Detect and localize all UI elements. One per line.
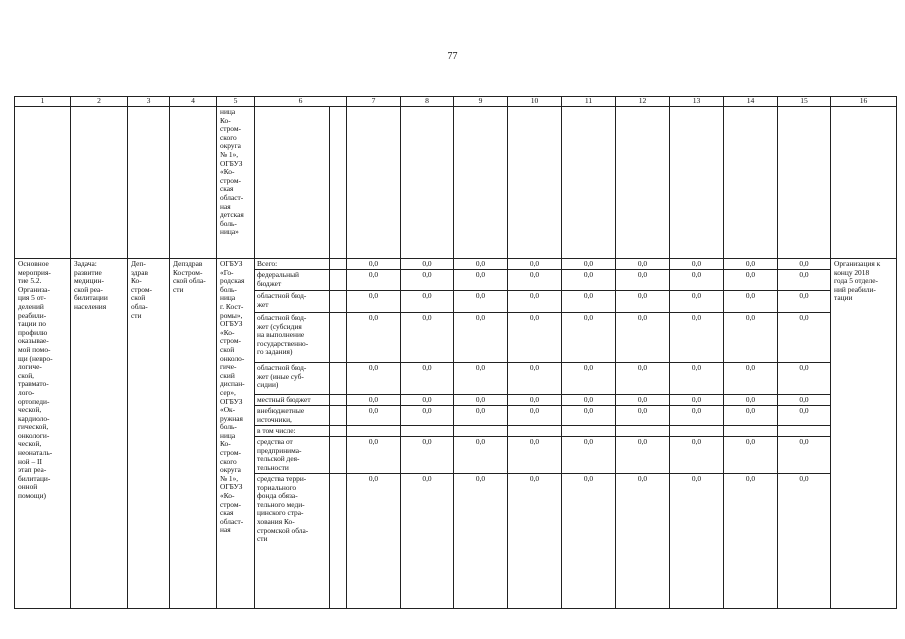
cell-text-line: тие 5.2. [18, 276, 42, 286]
cell-text-line: концу 2018 [834, 267, 870, 277]
cell-text-line: тации по [18, 319, 46, 329]
funding-value-cell: 0,0 [454, 474, 508, 609]
cell-text-line: года 5 отделе- [834, 276, 878, 286]
continued-executor-cell [217, 107, 255, 259]
funding-source-cell [255, 395, 330, 406]
funding-value-cell: 0,0 [616, 474, 670, 609]
continued-empty-cell [670, 107, 724, 259]
cell-text-line: Ко- [131, 276, 142, 286]
cell-text-line: сер», [220, 387, 236, 397]
cell-text-line: ция 5 от- [18, 293, 46, 303]
funding-value-cell: 0,0 [724, 437, 778, 474]
cell-text-line: тельности [257, 462, 289, 472]
funding-source-cell [255, 291, 330, 313]
funding-value-cell: 0,0 [778, 437, 831, 474]
funding-value-cell: 0,0 [508, 259, 562, 270]
funding-value-cell: 0,0 [454, 363, 508, 395]
funding-value-cell: 0,0 [724, 291, 778, 313]
responsible-executor-cell [128, 259, 170, 609]
continued-empty-cell [128, 107, 170, 259]
spacer-cell [330, 363, 347, 395]
cell-text-line: стром- [220, 336, 241, 346]
funding-value-cell: 0,0 [724, 363, 778, 395]
funding-value-cell: 0,0 [616, 437, 670, 474]
column-number-14: 14 [724, 97, 778, 107]
cell-text-line: ная [220, 201, 231, 211]
funding-value-cell: 0,0 [401, 437, 454, 474]
continued-empty-cell [401, 107, 454, 259]
cell-text-line: сти [173, 284, 184, 294]
cell-text-line: ромы», [220, 310, 243, 320]
cell-text-line: гической, [18, 422, 49, 432]
cell-text-line: Депздрав [173, 259, 203, 268]
cell-text-line: делений [18, 301, 44, 311]
funding-value-cell: 0,0 [778, 291, 831, 313]
funding-value-cell: 0,0 [670, 406, 724, 426]
funding-value-cell: 0,0 [401, 363, 454, 395]
cell-text-line: онкологи- [18, 430, 50, 440]
cell-text-line: бюджет [257, 278, 282, 288]
cell-text-line: областной бюд- [257, 363, 307, 372]
funding-value-cell: 0,0 [508, 395, 562, 406]
spacer-cell [330, 313, 347, 363]
cell-text-line: лого- [18, 387, 35, 397]
funding-value-cell: 0,0 [670, 291, 724, 313]
funding-value-cell: 0,0 [670, 313, 724, 363]
cell-text-line: оказывае- [18, 336, 49, 346]
cell-text-line: ная [220, 525, 231, 535]
cell-text-line: ница [220, 107, 236, 116]
cell-text-line: го задания) [257, 347, 293, 357]
cell-text-line: билитации [74, 293, 108, 303]
funding-value-cell: 0,0 [616, 363, 670, 395]
funding-value-cell: 0,0 [508, 437, 562, 474]
cell-text-line: ской [131, 293, 146, 303]
funding-value-cell [401, 426, 454, 437]
cell-text-line: неонаталь- [18, 448, 53, 458]
funding-value-cell: 0,0 [401, 313, 454, 363]
cell-text-line: сти [131, 310, 142, 320]
cell-text-line: тельного меди- [257, 499, 305, 509]
cell-text-line: област- [220, 192, 244, 202]
cell-text-line: округа [220, 141, 241, 151]
funding-value-cell: 0,0 [347, 259, 401, 270]
cell-text-line: ной – II [18, 456, 42, 466]
cell-text-line: медицин- [74, 276, 104, 286]
cell-text-line: предпринима- [257, 445, 302, 455]
cell-text-line: Организа- [18, 284, 50, 294]
funding-value-cell: 0,0 [778, 259, 831, 270]
continued-empty-cell [15, 107, 71, 259]
funding-value-cell: 0,0 [347, 474, 401, 609]
funding-value-cell [778, 426, 831, 437]
cell-text-line: средства от [257, 437, 293, 446]
cell-text-line: «Ко- [220, 167, 235, 177]
cell-text-line: област- [220, 516, 244, 526]
program-activities-table [14, 96, 897, 609]
continued-empty-cell [454, 107, 508, 259]
cell-text-line: ОГБУЗ [220, 396, 243, 406]
cell-text-line: № 1», [220, 473, 239, 483]
coexecutor-cell [170, 259, 217, 609]
funding-source-cell [255, 474, 330, 609]
cell-text-line: детская [220, 210, 244, 220]
cell-text-line: мероприя- [18, 267, 51, 277]
spacer-cell [330, 437, 347, 474]
funding-value-cell: 0,0 [347, 395, 401, 406]
cell-text-line: источники, [257, 414, 292, 424]
cell-text-line: Ко- [220, 115, 231, 125]
cell-text-line: Основное [18, 259, 49, 268]
cell-text-line: жет (субсидия [257, 321, 302, 331]
cell-text-line: боль- [220, 422, 237, 432]
cell-text-line: фонда обяза- [257, 491, 298, 501]
cell-text-line: ОГБУЗ [220, 158, 243, 168]
cell-text-line: сти [257, 534, 268, 544]
cell-text-line: областной бюд- [257, 313, 307, 322]
cell-text-line: стром- [220, 175, 241, 185]
cell-text-line: ОГБУЗ [220, 319, 243, 329]
funding-source-cell [255, 259, 330, 270]
funding-value-cell: 0,0 [508, 291, 562, 313]
cell-text-line: хования Ко- [257, 516, 295, 526]
continued-empty-cell [831, 107, 897, 259]
funding-value-cell: 0,0 [401, 406, 454, 426]
column-number-10: 10 [508, 97, 562, 107]
funding-value-cell: 0,0 [778, 363, 831, 395]
column-number-3: 3 [128, 97, 170, 107]
cell-text-line: ториального [257, 482, 297, 492]
cell-text-line: в том числе: [257, 426, 296, 435]
cell-text-line: родская [220, 276, 245, 286]
cell-text-line: ского [220, 132, 237, 142]
cell-text-line: тации [834, 293, 853, 303]
funding-source-cell [255, 363, 330, 395]
continued-empty-cell [255, 107, 330, 259]
funding-value-cell: 0,0 [454, 291, 508, 313]
funding-value-cell: 0,0 [401, 291, 454, 313]
funding-value-cell: 0,0 [724, 270, 778, 291]
cell-text-line: ская [220, 508, 234, 518]
cell-text-line: боль- [220, 218, 237, 228]
spacer-cell [330, 270, 347, 291]
funding-value-cell [347, 426, 401, 437]
cell-text-line: г. Кост- [220, 301, 244, 311]
cell-text-line: стромской обла- [257, 525, 309, 535]
cell-text-line: ОГБУЗ [220, 259, 243, 268]
continued-empty-cell [562, 107, 616, 259]
cell-text-line: диспан- [220, 379, 245, 389]
cell-text-line: «Ко- [220, 491, 235, 501]
funding-value-cell: 0,0 [454, 313, 508, 363]
cell-text-line: обла- [131, 301, 148, 311]
cell-text-line: ница [220, 430, 236, 440]
funding-value-cell: 0,0 [670, 395, 724, 406]
funding-source-cell [255, 270, 330, 291]
cell-text-line: стром- [220, 124, 241, 134]
funding-value-cell [724, 426, 778, 437]
funding-value-cell: 0,0 [670, 437, 724, 474]
cell-text-line: этап реа- [18, 465, 47, 475]
cell-text-line: Всего: [257, 259, 278, 268]
funding-value-cell: 0,0 [778, 474, 831, 609]
cell-text-line: мой помо- [18, 344, 51, 354]
cell-text-line: федеральный [257, 270, 299, 279]
funding-value-cell: 0,0 [616, 395, 670, 406]
funding-value-cell [562, 426, 616, 437]
cell-text-line: гиче- [220, 362, 237, 372]
cell-text-line: цинского стра- [257, 508, 304, 518]
funding-value-cell: 0,0 [508, 313, 562, 363]
cell-text-line: на выполнение [257, 330, 305, 340]
cell-text-line: ружная [220, 413, 243, 423]
cell-text-line: Организация к [834, 259, 881, 268]
cell-text-line: кардиоло- [18, 413, 50, 423]
funding-value-cell: 0,0 [562, 313, 616, 363]
cell-text-line: местный бюджет [257, 395, 311, 404]
column-number-16: 16 [831, 97, 897, 107]
continued-empty-cell [170, 107, 217, 259]
funding-value-cell: 0,0 [508, 474, 562, 609]
cell-text-line: ческой, [18, 405, 42, 415]
funding-value-cell: 0,0 [454, 395, 508, 406]
cell-text-line: ний реабили- [834, 284, 876, 294]
funding-value-cell: 0,0 [562, 291, 616, 313]
funding-value-cell [670, 426, 724, 437]
funding-value-cell: 0,0 [562, 395, 616, 406]
cell-text-line: жет [257, 299, 269, 309]
funding-value-cell: 0,0 [724, 395, 778, 406]
funding-value-cell: 0,0 [508, 406, 562, 426]
cell-text-line: сидии) [257, 380, 279, 390]
funding-value-cell: 0,0 [347, 270, 401, 291]
spacer-cell [330, 474, 347, 609]
funding-value-cell: 0,0 [401, 270, 454, 291]
cell-text-line: билитаци- [18, 473, 51, 483]
cell-text-line: населения [74, 301, 107, 311]
funding-value-cell: 0,0 [347, 313, 401, 363]
cell-text-line: ской, [18, 370, 34, 380]
funding-value-cell: 0,0 [724, 259, 778, 270]
cell-text-line: ница [220, 293, 236, 303]
cell-text-line: щи (невро- [18, 353, 53, 363]
cell-text-line: № 1», [220, 149, 239, 159]
column-number-5: 5 [217, 97, 255, 107]
cell-text-line: Задача: [74, 259, 97, 268]
cell-text-line: логиче- [18, 362, 42, 372]
cell-text-line: стром- [131, 284, 152, 294]
continued-empty-cell [508, 107, 562, 259]
funding-value-cell: 0,0 [778, 313, 831, 363]
funding-value-cell [454, 426, 508, 437]
cell-text-line: ОГБУЗ [220, 482, 243, 492]
continued-empty-cell [347, 107, 401, 259]
continued-empty-cell [724, 107, 778, 259]
spacer-cell [330, 291, 347, 313]
cell-text-line: профилю [18, 327, 48, 337]
column-number-13: 13 [670, 97, 724, 107]
cell-text-line: внебюджетные [257, 406, 305, 415]
cell-text-line: ской реа- [74, 284, 103, 294]
continued-empty-cell [616, 107, 670, 259]
column-number-7: 7 [347, 97, 401, 107]
cell-text-line: ница» [220, 227, 239, 237]
column-number-4: 4 [170, 97, 217, 107]
funding-value-cell: 0,0 [562, 363, 616, 395]
funding-value-cell: 0,0 [724, 313, 778, 363]
spacer-cell [330, 426, 347, 437]
cell-text-line: «Ок- [220, 405, 236, 415]
cell-text-line: онколо- [220, 353, 245, 363]
funding-value-cell: 0,0 [670, 259, 724, 270]
cell-text-line: тельской дея- [257, 454, 300, 464]
cell-text-line: «Го- [220, 267, 234, 277]
funding-value-cell: 0,0 [401, 395, 454, 406]
cell-text-line: Ко- [220, 439, 231, 449]
cell-text-line: развитие [74, 267, 102, 277]
funding-value-cell: 0,0 [454, 270, 508, 291]
funding-source-cell [255, 313, 330, 363]
participants-cell [217, 259, 255, 609]
cell-text-line: ской обла- [173, 276, 206, 286]
cell-text-line: ческой, [18, 439, 42, 449]
cell-text-line: ский [220, 370, 235, 380]
page-number: 77 [447, 51, 458, 62]
funding-value-cell: 0,0 [454, 406, 508, 426]
cell-text-line: государственно- [257, 338, 309, 348]
cell-text-line: помощи) [18, 491, 46, 501]
continued-empty-cell [71, 107, 128, 259]
funding-value-cell: 0,0 [670, 270, 724, 291]
column-number-1: 1 [15, 97, 71, 107]
task-cell [71, 259, 128, 609]
funding-value-cell [508, 426, 562, 437]
continued-empty-cell [330, 107, 347, 259]
funding-value-cell: 0,0 [401, 474, 454, 609]
funding-source-cell [255, 406, 330, 426]
cell-text-line: областной бюд- [257, 291, 307, 300]
funding-value-cell: 0,0 [347, 363, 401, 395]
funding-value-cell: 0,0 [562, 474, 616, 609]
cell-text-line: онной [18, 482, 38, 492]
funding-value-cell: 0,0 [454, 437, 508, 474]
funding-value-cell: 0,0 [778, 395, 831, 406]
funding-value-cell: 0,0 [724, 406, 778, 426]
column-number-15: 15 [778, 97, 831, 107]
cell-text-line: ского [220, 456, 237, 466]
funding-value-cell: 0,0 [616, 313, 670, 363]
funding-source-cell [255, 426, 330, 437]
spacer-cell [330, 259, 347, 270]
funding-value-cell: 0,0 [670, 474, 724, 609]
column-number-12: 12 [616, 97, 670, 107]
funding-value-cell: 0,0 [562, 406, 616, 426]
cell-text-line: реабили- [18, 310, 47, 320]
funding-value-cell: 0,0 [454, 259, 508, 270]
funding-value-cell: 0,0 [562, 437, 616, 474]
funding-value-cell: 0,0 [347, 406, 401, 426]
funding-value-cell: 0,0 [347, 291, 401, 313]
funding-value-cell: 0,0 [670, 363, 724, 395]
column-number-2: 2 [71, 97, 128, 107]
funding-value-cell [616, 426, 670, 437]
cell-text-line: Деп- [131, 259, 146, 268]
funding-value-cell: 0,0 [401, 259, 454, 270]
cell-text-line: ской [220, 344, 235, 354]
funding-value-cell: 0,0 [616, 259, 670, 270]
funding-value-cell: 0,0 [616, 406, 670, 426]
funding-value-cell: 0,0 [508, 270, 562, 291]
cell-text-line: боль- [220, 284, 237, 294]
column-number-6: 6 [255, 97, 347, 107]
cell-text-line: стром- [220, 499, 241, 509]
cell-text-line: «Ко- [220, 327, 235, 337]
funding-value-cell: 0,0 [616, 291, 670, 313]
column-number-11: 11 [562, 97, 616, 107]
cell-text-line: жет (иные суб- [257, 371, 304, 381]
cell-text-line: ортопеди- [18, 396, 50, 406]
column-number-8: 8 [401, 97, 454, 107]
continued-empty-cell [778, 107, 831, 259]
spacer-cell [330, 395, 347, 406]
funding-value-cell: 0,0 [347, 437, 401, 474]
cell-text-line: Костром- [173, 267, 203, 277]
expected-result-cell [831, 259, 897, 609]
cell-text-line: стром- [220, 448, 241, 458]
cell-text-line: ская [220, 184, 234, 194]
column-number-9: 9 [454, 97, 508, 107]
funding-source-cell [255, 437, 330, 474]
cell-text-line: травмато- [18, 379, 49, 389]
activity-name-cell [15, 259, 71, 609]
cell-text-line: средства терри- [257, 474, 307, 483]
funding-value-cell: 0,0 [616, 270, 670, 291]
funding-value-cell: 0,0 [778, 270, 831, 291]
funding-value-cell: 0,0 [508, 363, 562, 395]
funding-value-cell: 0,0 [724, 474, 778, 609]
spacer-cell [330, 406, 347, 426]
cell-text-line: здрав [131, 267, 149, 277]
cell-text-line: округа [220, 465, 241, 475]
funding-value-cell: 0,0 [562, 270, 616, 291]
funding-value-cell: 0,0 [778, 406, 831, 426]
funding-value-cell: 0,0 [562, 259, 616, 270]
